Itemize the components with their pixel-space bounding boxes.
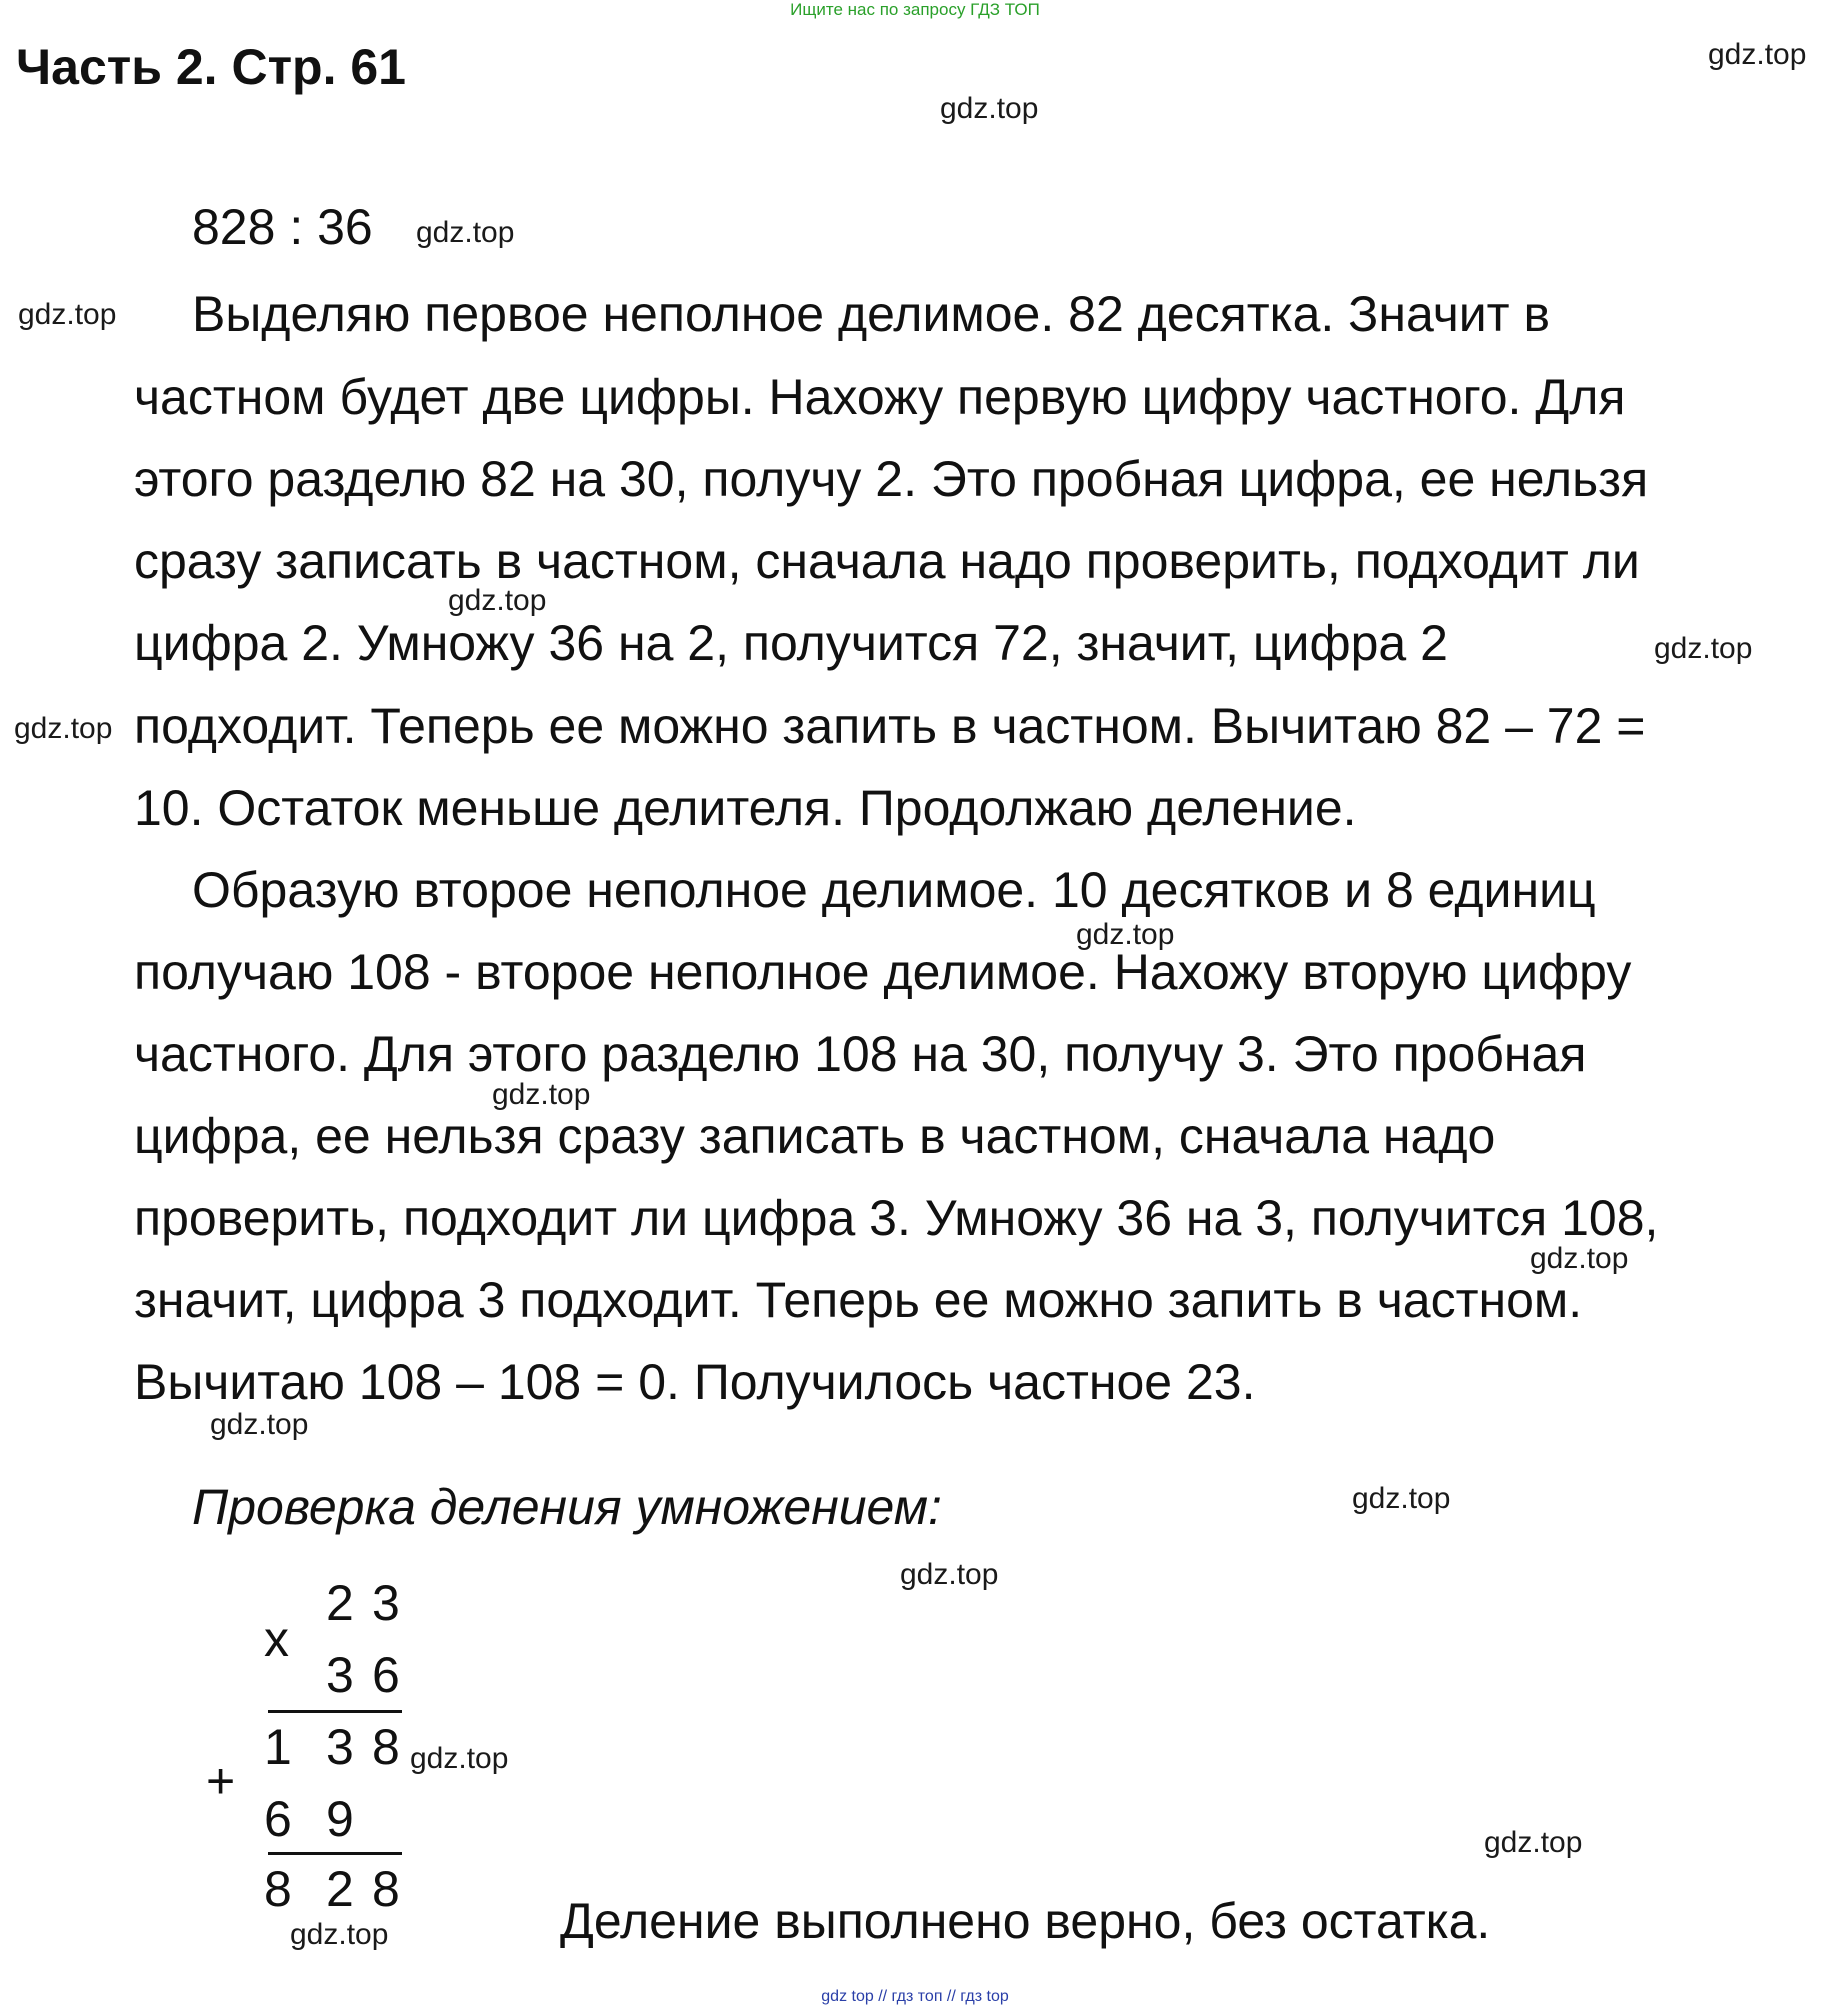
- paragraph1-line: частном будет две цифры. Нахожу первую цифру частного. Для: [134, 369, 1626, 425]
- partial2-digit: 9: [326, 1791, 354, 1847]
- watermark: gdz.top: [1530, 1242, 1629, 1275]
- partial1-digit: 1: [264, 1719, 292, 1775]
- partial1-digit: 3: [326, 1719, 354, 1775]
- watermark: gdz.top: [1484, 1826, 1583, 1859]
- paragraph2-line: значит, цифра 3 подходит. Теперь ее можно запить в частном.: [134, 1272, 1583, 1328]
- paragraph2-line: получаю 108 - второе неполное делимое. Нахожу вторую цифру: [134, 944, 1632, 1000]
- watermark: gdz.top: [900, 1558, 999, 1591]
- division-expression: 828 : 36: [192, 199, 373, 255]
- conclusion-text: Деление выполнено верно, без остатка.: [560, 1893, 1491, 1949]
- watermark: gdz.top: [1708, 38, 1807, 71]
- factor1-digit: 2: [326, 1575, 354, 1631]
- plus-sign: +: [206, 1753, 236, 1809]
- result-digit: 2: [326, 1861, 354, 1917]
- watermark: gdz.top: [416, 216, 515, 249]
- page-title: Часть 2. Стр. 61: [16, 39, 406, 95]
- paragraph2-line: частного. Для этого разделю 108 на 30, получу 3. Это пробная: [134, 1026, 1587, 1082]
- watermark: gdz.top: [410, 1742, 509, 1775]
- sum-rule: [268, 1852, 402, 1855]
- result-digit: 8: [372, 1861, 400, 1917]
- watermark: gdz.top: [1076, 918, 1175, 951]
- paragraph1-line: цифра 2. Умножу 36 на 2, получится 72, значит, цифра 2: [134, 615, 1448, 671]
- paragraph2-line: Образую второе неполное делимое. 10 десятков и 8 единиц: [192, 862, 1596, 918]
- footer-links: gdz top // гдз топ // гдз top: [821, 1988, 1009, 2005]
- partial2-digit: 6: [264, 1791, 292, 1847]
- watermark: gdz.top: [18, 298, 117, 331]
- paragraph1-line: сразу записать в частном, сначала надо проверить, подходит ли: [134, 533, 1640, 589]
- watermark: gdz.top: [14, 712, 113, 745]
- factor1-digit: 3: [372, 1575, 400, 1631]
- multiplication-rule: [268, 1710, 402, 1713]
- watermark: gdz.top: [940, 92, 1039, 125]
- factor2-digit: 6: [372, 1647, 400, 1703]
- watermark: gdz.top: [210, 1408, 309, 1441]
- check-heading: Проверка деления умножением:: [192, 1479, 942, 1535]
- result-digit: 8: [264, 1861, 292, 1917]
- factor2-digit: 3: [326, 1647, 354, 1703]
- watermark: gdz.top: [290, 1918, 389, 1951]
- watermark: gdz.top: [1352, 1482, 1451, 1515]
- paragraph2-line: Вычитаю 108 – 108 = 0. Получилось частное 23.: [134, 1354, 1256, 1410]
- paragraph1-line: 10. Остаток меньше делителя. Продолжаю деление.: [134, 780, 1357, 836]
- multiply-sign: x: [264, 1611, 289, 1667]
- partial1-digit: 8: [372, 1719, 400, 1775]
- top-banner: Ищите нас по запросу ГДЗ ТОП: [790, 0, 1040, 19]
- paragraph1-line: этого разделю 82 на 30, получу 2. Это пробная цифра, ее нельзя: [134, 451, 1649, 507]
- watermark: gdz.top: [448, 584, 547, 617]
- paragraph2-line: проверить, подходит ли цифра 3. Умножу 36 на 3, получится 108,: [134, 1190, 1659, 1246]
- watermark: gdz.top: [1654, 632, 1753, 665]
- paragraph1-line: подходит. Теперь ее можно запить в частном. Вычитаю 82 – 72 =: [134, 698, 1646, 754]
- paragraph1-line: Выделяю первое неполное делимое. 82 десятка. Значит в: [192, 286, 1551, 342]
- paragraph2-line: цифра, ее нельзя сразу записать в частном, сначала надо: [134, 1108, 1496, 1164]
- watermark: gdz.top: [492, 1078, 591, 1111]
